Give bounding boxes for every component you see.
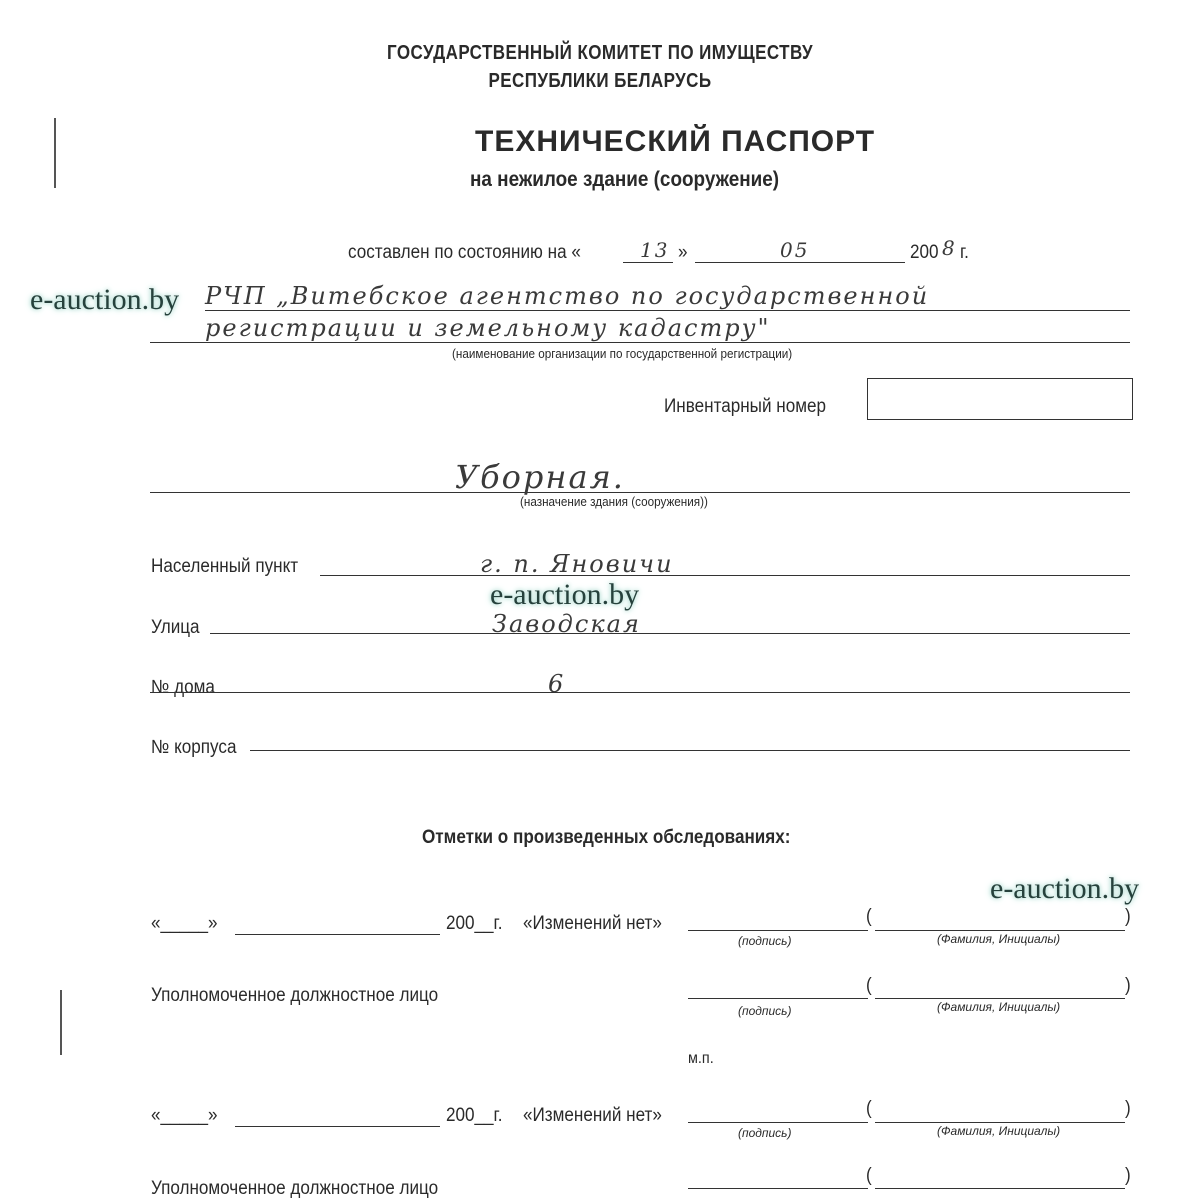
signature-caption: (подпись) (738, 1126, 792, 1140)
document-title: ТЕХНИЧЕСКИЙ ПАСПОРТ (475, 125, 876, 158)
field-value-house: 6 (548, 670, 566, 698)
date-prefix: составлен по состоянию на « (348, 242, 581, 263)
inspection-year-1: 200__г. (446, 913, 503, 934)
paren: ) (1125, 1098, 1131, 1119)
date-day: 13 (640, 238, 670, 262)
watermark: e-auction.by (30, 283, 180, 316)
no-changes-1: «Изменений нет» (523, 913, 662, 934)
inventory-number-box[interactable] (867, 378, 1133, 420)
binding-mark (60, 990, 62, 1055)
purpose-caption: (назначение здания (сооружения)) (520, 494, 708, 509)
inspection-day-2: «_____» (151, 1105, 218, 1126)
name-caption: (Фамилия, Инициалы) (937, 1000, 1061, 1014)
signature-caption: (подпись) (738, 934, 792, 948)
date-suffix: г. (960, 242, 969, 263)
name-caption: (Фамилия, Инициалы) (937, 1124, 1061, 1138)
country-name: РЕСПУБЛИКИ БЕЛАРУСЬ (488, 70, 712, 92)
official-label-2: Уполномоченное должностное лицо (151, 1178, 439, 1199)
paren: ) (1125, 1165, 1131, 1186)
paren: ( (866, 906, 872, 927)
field-label-street: Улица (151, 617, 200, 638)
watermark: e-auction.by (490, 578, 640, 611)
field-label-building: № корпуса (151, 737, 237, 758)
inspection-day-1: «_____» (151, 913, 218, 934)
paren: ( (866, 975, 872, 996)
date-year-digit: 8 (942, 236, 957, 260)
date-year-prefix: 200 (910, 242, 939, 263)
date-month: 05 (780, 238, 810, 262)
committee-name: ГОСУДАРСТВЕННЫЙ КОМИТЕТ ПО ИМУЩЕСТВУ (386, 42, 814, 64)
stamp-place: м.п. (688, 1050, 714, 1067)
document-subtitle: на нежилое здание (сооружение) (470, 168, 780, 191)
date-mid: » (678, 242, 688, 263)
name-caption: (Фамилия, Инициалы) (937, 932, 1061, 946)
inspections-heading: Отметки о произведенных обследованиях: (422, 827, 791, 848)
organization-line1: РЧП „Витебское агентство по государственной (205, 282, 930, 310)
official-label-1: Уполномоченное должностное лицо (151, 985, 439, 1006)
watermark: e-auction.by (990, 872, 1140, 905)
field-label-settlement: Населенный пункт (151, 556, 299, 577)
inspection-year-2: 200__г. (446, 1105, 503, 1126)
no-changes-2: «Изменений нет» (523, 1105, 662, 1126)
paren: ( (866, 1098, 872, 1119)
purpose-value: Уборная. (455, 458, 625, 496)
paren: ) (1125, 975, 1131, 996)
signature-caption: (подпись) (738, 1004, 792, 1018)
paren: ( (866, 1165, 872, 1186)
paren: ) (1125, 906, 1131, 927)
inventory-label: Инвентарный номер (664, 396, 827, 417)
field-value-street: Заводская (492, 610, 641, 638)
organization-line2: регистрации и земельному кадастру" (205, 314, 771, 342)
binding-mark (54, 118, 56, 188)
organization-caption: (наименование организации по государственной регистрации) (452, 346, 793, 361)
field-label-house: № дома (151, 677, 215, 698)
field-value-settlement: г. п. Яновичи (480, 550, 674, 578)
